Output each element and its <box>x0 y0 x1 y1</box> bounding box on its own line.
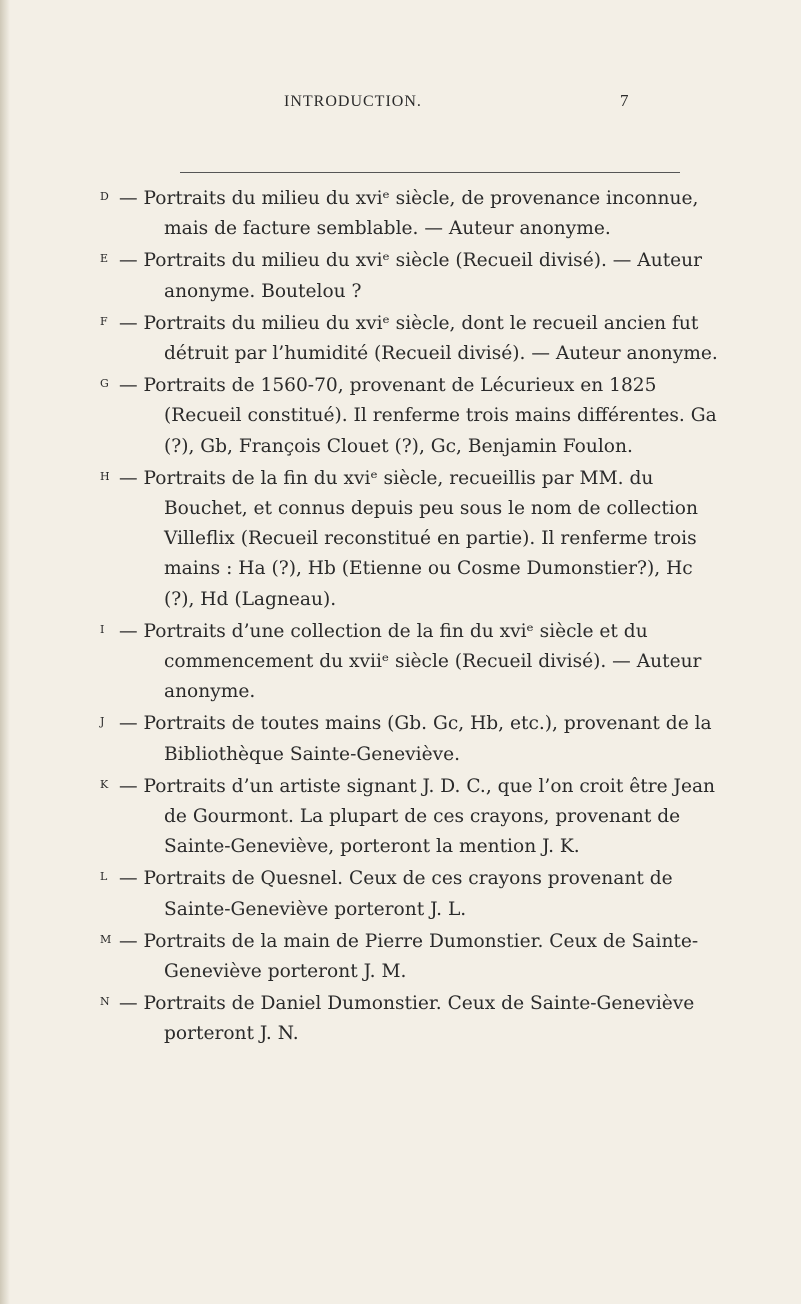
entry-letter: G <box>100 377 109 391</box>
entry-h <box>100 462 722 615</box>
header-rule <box>180 172 680 173</box>
entry-dash: — <box>119 868 138 890</box>
entry-dash: — <box>119 713 138 735</box>
entry-l <box>100 862 722 924</box>
entry-letter: M <box>100 932 112 946</box>
entry-text: Portraits du milieu du xviᵉ siècle, dont le recueil ancien fut détruit par l’humidité (Recueil divisé). — Auteur anonyme. <box>143 312 718 365</box>
entry-letter: E <box>100 252 109 266</box>
entry-letter: L <box>100 870 108 884</box>
page-number: 7 <box>620 91 629 110</box>
entry-f <box>100 307 722 369</box>
entry-text: Portraits de la fin du xviᵉ siècle, recueillis par MM. du Bouchet, et connus depuis peu sous le nom de collection Villeflix (Recueil reconstitué en partie). Il renferme trois mains : Ha (?), Hb (Etienne ou Cosme Dumonstier?), Hc (?), Hd (Lagneau). <box>143 467 698 610</box>
entry-dash: — <box>119 930 138 952</box>
entry-n <box>100 987 722 1049</box>
entry-letter: I <box>100 622 105 636</box>
running-title: INTRODUCTION. <box>284 93 422 110</box>
entry-e <box>100 244 722 306</box>
entry-text: Portraits de Quesnel. Ceux de ces crayons provenant de Sainte-Geneviève porteront J. L. <box>143 868 673 920</box>
entry-k <box>100 770 722 863</box>
entry-text: Portraits du milieu du xviᵉ siècle (Recueil divisé). — Auteur anonyme. Boutelou ? <box>143 250 703 302</box>
entry-text: Portraits d’un artiste signant J. D. C., que l’on croit être Jean de Gourmont. La plupart de ces crayons, provenant de Sainte-Geneviève, porteront la mention J. K. <box>143 775 716 858</box>
entry-letter: K <box>100 777 109 791</box>
entry-text: Portraits de 1560-70, provenant de Lécurieux en 1825 (Recueil constitué). Il renferme trois mains différentes. Ga (?), Gb, François Clouet (?), Gc, Benjamin Foulon. <box>143 375 717 457</box>
entry-text: Portraits de Daniel Dumonstier. Ceux de Sainte-Geneviève porteront J. N. <box>143 993 695 1045</box>
entry-letter: F <box>100 314 108 328</box>
entry-letter: H <box>100 469 110 483</box>
entry-m <box>100 925 722 987</box>
entry-d <box>100 182 722 244</box>
entry-dash: — <box>119 312 138 334</box>
entry-dash: — <box>119 993 138 1015</box>
entry-j <box>100 707 722 769</box>
entry-letter: D <box>100 190 109 203</box>
entry-text: Portraits de toutes mains (Gb. Gc, Hb, etc.), provenant de la Bibliothèque Sainte-Geneviève. <box>143 713 712 765</box>
entry-text: Portraits de la main de Pierre Dumonstier. Ceux de Sainte-Geneviève porteront J. M. <box>143 930 699 983</box>
entry-dash: — <box>119 375 138 397</box>
entry-text: Portraits du milieu du xviᵉ siècle, de provenance inconnue, mais de facture semblable. — Auteur anonyme. <box>143 188 699 240</box>
entry-dash: — <box>119 188 138 209</box>
entry-letter: N <box>100 995 110 1009</box>
entry-dash: — <box>119 467 138 489</box>
entry-letter: J <box>100 715 105 729</box>
entry-text: Portraits d’une collection de la fin du xviᵉ siècle et du commencement du xviiᵉ siècle (Recueil divisé). — Auteur anonyme. <box>143 620 702 703</box>
entry-list <box>100 182 722 1050</box>
entry-dash: — <box>119 620 138 642</box>
entry-g <box>100 369 722 462</box>
entry-i <box>100 615 722 708</box>
entry-dash: — <box>119 250 138 272</box>
entry-dash: — <box>119 775 138 797</box>
page-edge-shadow <box>0 0 10 1304</box>
